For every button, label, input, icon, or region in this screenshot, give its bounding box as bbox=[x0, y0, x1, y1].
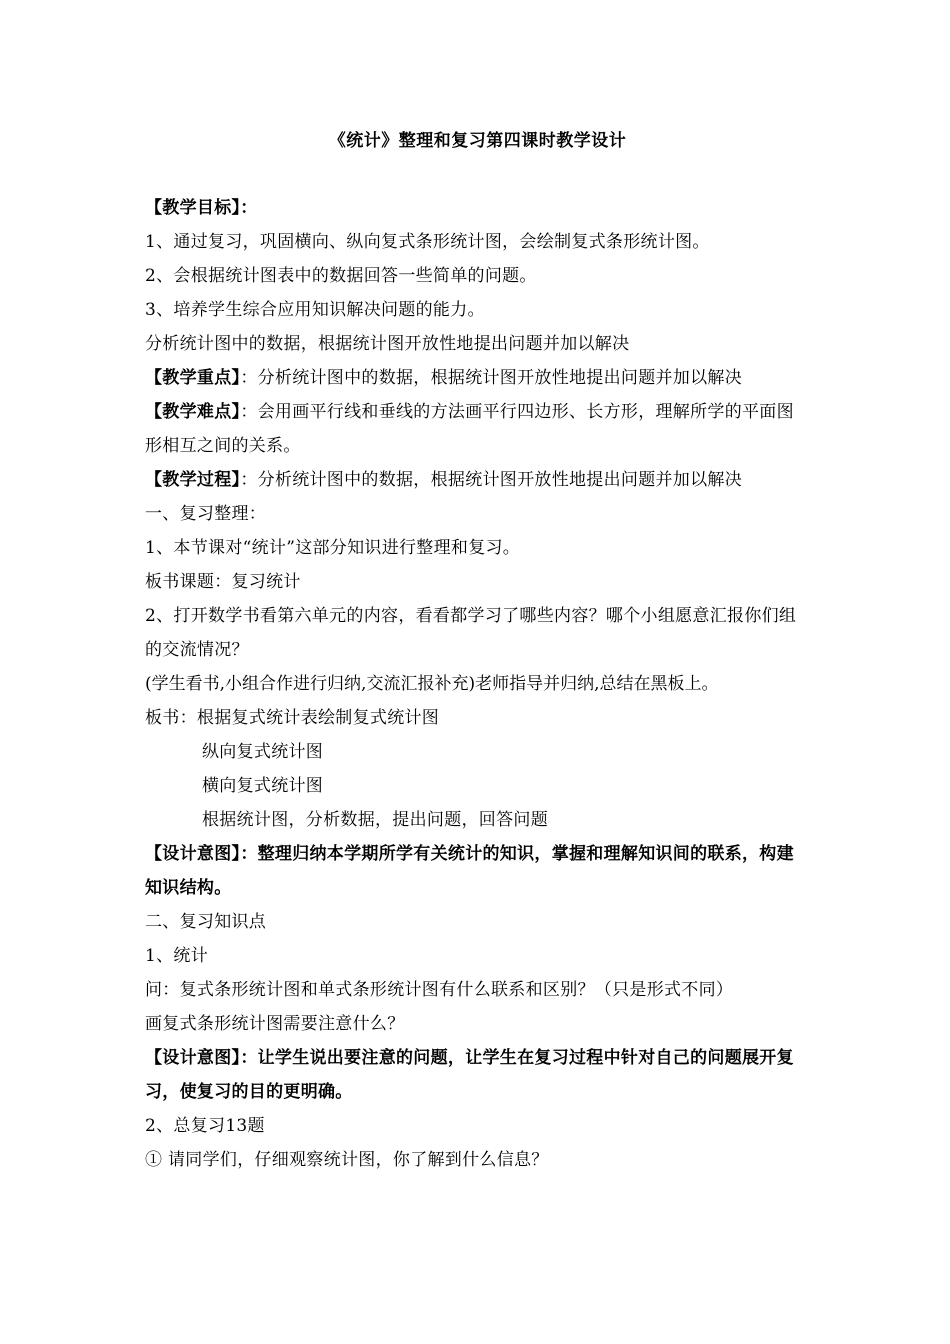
process-text: ：分析统计图中的数据，根据统计图开放性地提出问题并加以解决 bbox=[240, 470, 743, 490]
difficulty-text: ：会用画平行线和垂线的方法画平行四边形、长方形，理解所学的平面图形相互之间的关系。 bbox=[145, 402, 794, 456]
key-point-label: 【教学重点】 bbox=[145, 368, 241, 388]
review-item-2: 2、打开数学书看第六单元的内容，看看都学习了哪些内容？哪个小组愿意汇报你们组的交流情况？ bbox=[145, 606, 797, 660]
design-intent-2 bbox=[145, 1041, 810, 1109]
question-2: 画复式条形统计图需要注意什么？ bbox=[145, 1014, 405, 1034]
key-point bbox=[145, 361, 810, 395]
board-title: 板书课题：复习统计 bbox=[145, 572, 301, 592]
difficulty bbox=[145, 395, 810, 463]
board-line-4: 根据统计图，分析数据，提出问题，回答问题 bbox=[202, 810, 548, 830]
review-item-1: 1、本节课对“统计”这部分知识进行整理和复习。 bbox=[145, 538, 521, 558]
goal-heading: 【教学目标】： bbox=[145, 198, 258, 218]
exercise-question: ① 请同学们，仔细观察统计图，你了解到什么信息？ bbox=[145, 1150, 549, 1170]
review-heading: 一、复习整理： bbox=[145, 504, 267, 524]
board-line-1: 板书：根据复式统计表绘制复式统计图 bbox=[145, 708, 440, 728]
design-intent-2-label: 【设计意图】 bbox=[145, 1048, 241, 1068]
goal-item-4: 分析统计图中的数据，根据统计图开放性地提出问题并加以解决 bbox=[145, 334, 630, 354]
key-point-text: ：分析统计图中的数据，根据统计图开放性地提出问题并加以解决 bbox=[240, 368, 743, 388]
design-intent-1-text: ：整理归纳本学期所学有关统计的知识，掌握和理解知识间的联系，构建知识结构。 bbox=[145, 844, 794, 898]
review-item-3: (学生看书,小组合作进行归纳,交流汇报补充)老师指导并归纳,总结在黑板上。 bbox=[145, 674, 719, 694]
points-item-1: 1、统计 bbox=[145, 946, 209, 966]
board-line-2: 纵向复式统计图 bbox=[202, 742, 324, 762]
difficulty-label: 【教学难点】 bbox=[145, 402, 241, 422]
exercise: 2、总复习13题 bbox=[145, 1116, 265, 1136]
goal-item-1: 1、通过复习，巩固横向、纵向复式条形统计图，会绘制复式条形统计图。 bbox=[145, 232, 710, 252]
board-line-3: 横向复式统计图 bbox=[202, 776, 324, 796]
design-intent-2-text: ：让学生说出要注意的问题，让学生在复习过程中针对自己的问题展开复习，使复习的目的更明确。 bbox=[145, 1048, 794, 1102]
process bbox=[145, 463, 810, 497]
points-heading: 二、复习知识点 bbox=[145, 912, 267, 932]
document-title: 《统计》整理和复习第四课时教学设计 bbox=[328, 131, 627, 151]
goal-item-3: 3、培养学生综合应用知识解决问题的能力。 bbox=[145, 300, 485, 320]
document-body bbox=[145, 191, 810, 1177]
process-label: 【教学过程】 bbox=[145, 470, 241, 490]
design-intent-1-label: 【设计意图】 bbox=[145, 844, 241, 864]
design-intent-1 bbox=[145, 837, 810, 905]
goal-item-2: 2、会根据统计图表中的数据回答一些简单的问题。 bbox=[145, 266, 537, 286]
question-1: 问：复式条形统计图和单式条形统计图有什么联系和区别？（只是形式不同） bbox=[145, 980, 734, 1000]
